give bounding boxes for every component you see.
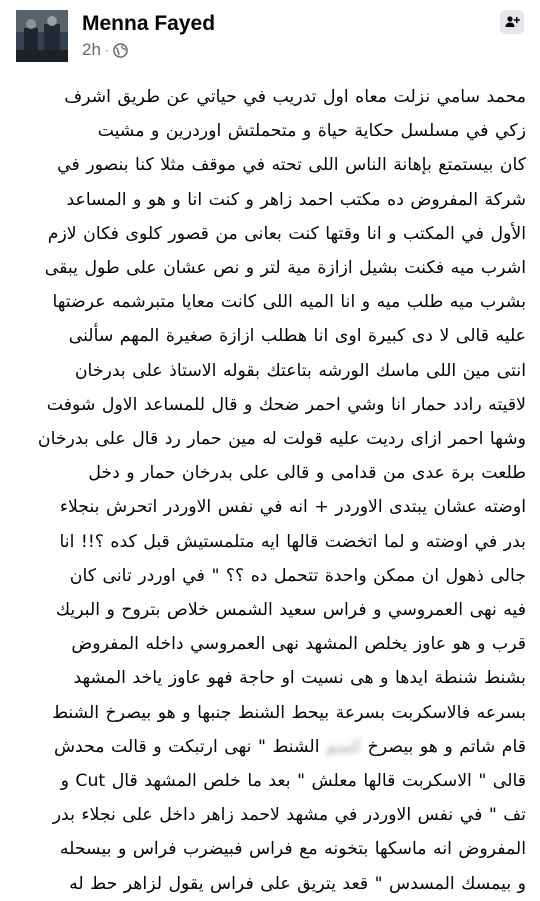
post-line: انتى مين اللى ماسك الورشه بتاعتك بقوله الاستاذ على بدرخان	[74, 360, 526, 381]
post-line: بسرعه فالاسكربت بسرعة بيحط الشنط جنبها و هو بيصرخ الشنط	[51, 702, 526, 723]
avatar[interactable]	[16, 10, 68, 62]
post-line: فيه نهى العمروسي و فراس سعيد الشمس خلاص بتروح و البريك	[55, 600, 526, 621]
post-line: جالى ذهول ان ممكن واحدة تتحمل ده ؟؟ " في اوردر تانى كان	[69, 565, 526, 586]
post-line: تف " في نفس الاوردر في مشهد لاحمد زاهر داخل على نجلاء بدر	[52, 805, 526, 826]
post-line: المفروض انه ماسكها بتخونه مع فراس فبيضرب فراس و بيسحله	[59, 839, 526, 860]
post-line: زكي في مسلسل حكاية حياة و متحملتش اوردرين و مشيت	[97, 121, 526, 142]
post-line: طلعت برة عدى من قدامى و قالى على بدرخان حمار و دخل	[88, 463, 526, 484]
post-line: محمد سامي نزلت معاه اول تدريب في حياتي عن طريق اشرف	[64, 87, 526, 107]
post-line: الأول في المكتب و انا وقتها كنت بعانى من قصور كلوى فكان لازم	[47, 223, 526, 244]
post-line: شركة المفروض ده مكتب احمد زاهر و كنت انا و هو و المساعد	[66, 189, 526, 210]
post-line: اشرب ميه فكنت بشيل ازازة مية لتر و نص عشان على طول يبقى	[44, 258, 526, 279]
post-line: بدر في اوضته و لما اتخضت قالها ايه متلمستيش قبل كده ؟!! انا	[59, 531, 526, 552]
post-timestamp[interactable]: 2h	[82, 40, 101, 59]
post-line: و بيمسك المسدس " قعد يتريق على فراس يقول لزاهر حط له	[69, 873, 526, 894]
post-line: وشها احمر ازاى رديت عليه قولت له مين حمار رد قال على بدرخان	[37, 429, 526, 450]
censored-word: كسم	[326, 736, 362, 757]
post-line-part: قام شاتم و هو بيصرخ	[367, 736, 526, 757]
friend-icon[interactable]	[500, 10, 524, 34]
post-meta	[82, 40, 128, 60]
post-line-censored	[14, 730, 526, 764]
post-line-part: الشنط " نهى ارتبكت و قالت محدش	[53, 736, 320, 757]
post-line: قالى " الاسكربت قالها معلش " بعد ما خلص المشهد قال Cut و	[60, 771, 526, 792]
post-body	[14, 80, 526, 901]
author-name[interactable]: Menna Fayed	[82, 12, 216, 35]
post-line: بشنط شنطة ايدها و هى نسيت او حاجة فهو عاوز ياخد المشهد	[73, 668, 526, 689]
post-line: كان بيستمتع بإهانة الناس اللى تحته في موقف مثلا كنا بنصور في	[57, 155, 526, 176]
globe-icon[interactable]	[113, 43, 128, 58]
post-line: قرب و هو عاوز يخلص المشهد نهى العمروسي داخله المفروض	[71, 634, 526, 655]
post-line: اوضته عشان يبتدى الاوردر + انه في نفس الاوردر اتحرش بنجلاء	[59, 497, 526, 518]
meta-separator: ·	[104, 43, 109, 57]
post-line: لاقيته رادد حمار انا وشي احمر ضحك و قال للمساعد الاول شوفت	[46, 394, 526, 415]
post-line: عليه قالى لا دى كبيرة اوى انا هطلب ازازة صغيرة المهم سألنى	[68, 326, 526, 347]
post-header	[16, 10, 524, 62]
post-line: بشرب ميه طلب ميه و انا الميه اللى كانت معايا متبرشمه عرضتها	[52, 292, 526, 313]
